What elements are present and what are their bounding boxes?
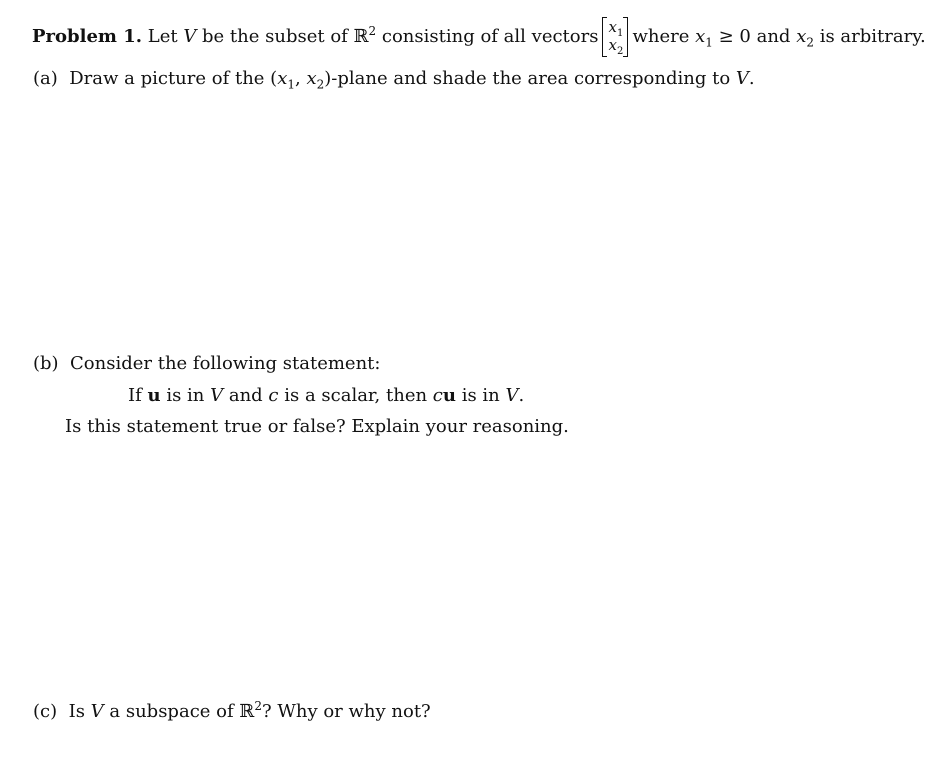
part-c bbox=[33, 701, 431, 723]
part-b-question: Is this statement true or false? Explain your reasoning. bbox=[65, 416, 569, 437]
part-a-text: Draw a picture of the ($x_1$, $x_2$)-plane and shade the area corresponding to V. bbox=[69, 68, 755, 92]
part-a bbox=[33, 68, 755, 90]
part-c-label: (c) bbox=[33, 701, 58, 722]
problem-statement bbox=[32, 17, 926, 57]
problem-condition: where $x_1 \ge 0$ and $x_2$ is arbitrary. bbox=[632, 26, 926, 50]
part-b-intro: Consider the following statement: bbox=[70, 353, 381, 374]
part-a-label: (a) bbox=[33, 68, 58, 89]
problem-label: Problem 1. bbox=[32, 26, 143, 47]
vector-x1-x2: $x_1$ $x_2$ bbox=[602, 17, 628, 57]
part-b-label: (b) bbox=[33, 353, 59, 374]
part-b bbox=[33, 353, 380, 375]
part-b-statement: If u is in V and c is a scalar, then cu is in V. bbox=[128, 385, 525, 406]
problem-text: Let V be the subset of ℝ$^2$ consisting of all vectors bbox=[147, 24, 599, 47]
part-c-text: Is V a subspace of ℝ$^2$? Why or why not? bbox=[68, 699, 431, 722]
